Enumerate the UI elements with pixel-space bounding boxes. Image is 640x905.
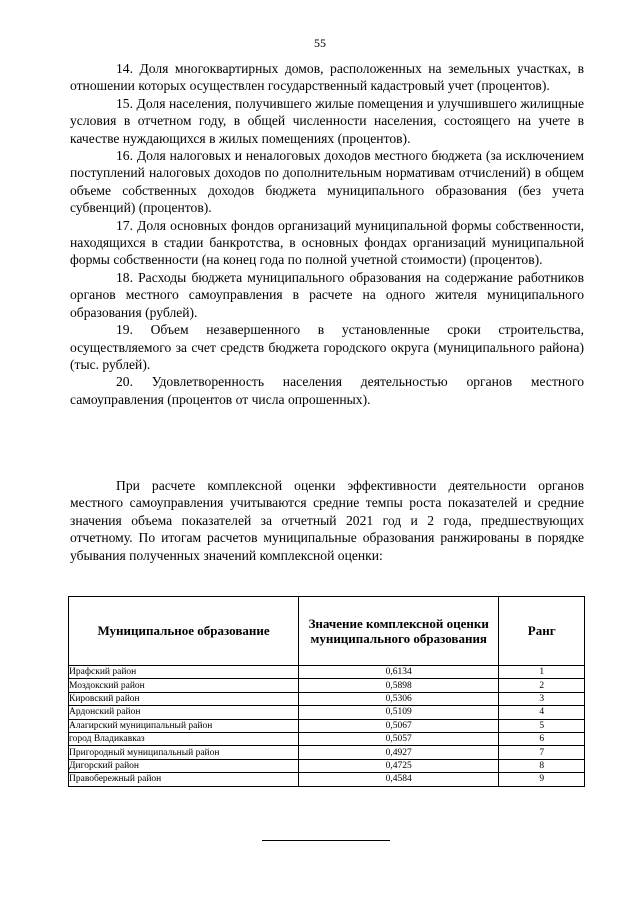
score-value: 0,4927 (299, 746, 499, 759)
score-value: 0,5306 (299, 692, 499, 705)
table-row (69, 692, 585, 705)
header-municipality: Муниципальное образование (69, 597, 299, 666)
municipality-name: Правобережный район (69, 773, 299, 786)
rank-value: 3 (499, 692, 585, 705)
municipality-name: Кировский район (69, 692, 299, 705)
ranking-table (68, 596, 585, 787)
score-value: 0,5109 (299, 706, 499, 719)
page-number: 55 (314, 36, 326, 50)
municipality-name: Пригородный муниципальный район (69, 746, 299, 759)
score-value: 0,4584 (299, 773, 499, 786)
score-value: 0,5898 (299, 679, 499, 692)
rank-value: 5 (499, 719, 585, 732)
indicator-item-17: 17. Доля основных фондов организаций муниципальной формы собственности, находящихся в стадии банкротства, в основных фондах организаций муниципальной формы собственности (на конец года по полной учетной стоимости) (процентов). (70, 217, 584, 268)
indicator-item-14: 14. Доля многоквартирных домов, расположенных на земельных участках, в отношении которых осуществлен государственный кадастровый учет (процентов). (70, 61, 584, 94)
header-rank: Ранг (499, 597, 585, 666)
rank-value: 2 (499, 679, 585, 692)
rank-value: 6 (499, 732, 585, 745)
score-value: 0,5057 (299, 732, 499, 745)
municipality-name: Дигорский район (69, 759, 299, 772)
table-row (69, 666, 585, 679)
score-value: 0,6134 (299, 666, 499, 679)
header-score: Значение комплексной оценки муниципального образования (299, 597, 499, 666)
score-value: 0,4725 (299, 759, 499, 772)
indicator-item-18: 18. Расходы бюджета муниципального образования на содержание работников органов местного самоуправления в расчете на одного жителя муниципального образования (рублей). (70, 269, 584, 320)
indicator-list (70, 60, 584, 408)
rank-value: 4 (499, 706, 585, 719)
municipality-name: Ирафский район (69, 666, 299, 679)
municipality-name: Алагирский муниципальный район (69, 719, 299, 732)
table-row (69, 679, 585, 692)
rank-value: 7 (499, 746, 585, 759)
municipality-name: Ардонский район (69, 706, 299, 719)
indicator-item-15: 15. Доля населения, получившего жилые помещения и улучшившего жилищные условия в отчетном году, в общей численности населения, состоящего на учете в качестве нуждающихся в жилых помещениях (процентов). (70, 95, 584, 146)
municipality-name: город Владикавказ (69, 732, 299, 745)
table-row (69, 706, 585, 719)
table-row (69, 773, 585, 786)
table-row (69, 732, 585, 745)
table-header-row (69, 597, 585, 666)
indicator-item-16: 16. Доля налоговых и неналоговых доходов местного бюджета (за исключением поступлений налоговых доходов по дополнительным нормативам отчислений) в общем объеме собственных доходов бюджета муниципального образования (без учета субвенций) (процентов). (70, 148, 584, 216)
indicator-item-19: 19. Объем незавершенного в установленные сроки строительства, осуществляемого за счет средств бюджета городского округа (муниципального района) (тыс. рублей). (70, 322, 584, 372)
municipality-name: Моздокский район (69, 679, 299, 692)
score-value: 0,5067 (299, 719, 499, 732)
indicator-item-20: 20. Удовлетворенность населения деятельностью органов местного самоуправления (процентов от числа опрошенных). (70, 374, 584, 407)
summary-paragraph: При расчете комплексной оценки эффективности деятельности органов местного самоуправления учитываются средние темпы роста показателей и средние значения объема показателей за отчетный 2021 год и 2 года, предшествующих отчетному. По итогам расчетов муниципальные образования ранжированы в порядке убывания полученных значений комплексной оценки: (70, 478, 584, 563)
table-row (69, 719, 585, 732)
table-row (69, 759, 585, 772)
table-row (69, 746, 585, 759)
rank-value: 1 (499, 666, 585, 679)
footer-divider (262, 840, 390, 841)
rank-value: 9 (499, 773, 585, 786)
rank-value: 8 (499, 759, 585, 772)
